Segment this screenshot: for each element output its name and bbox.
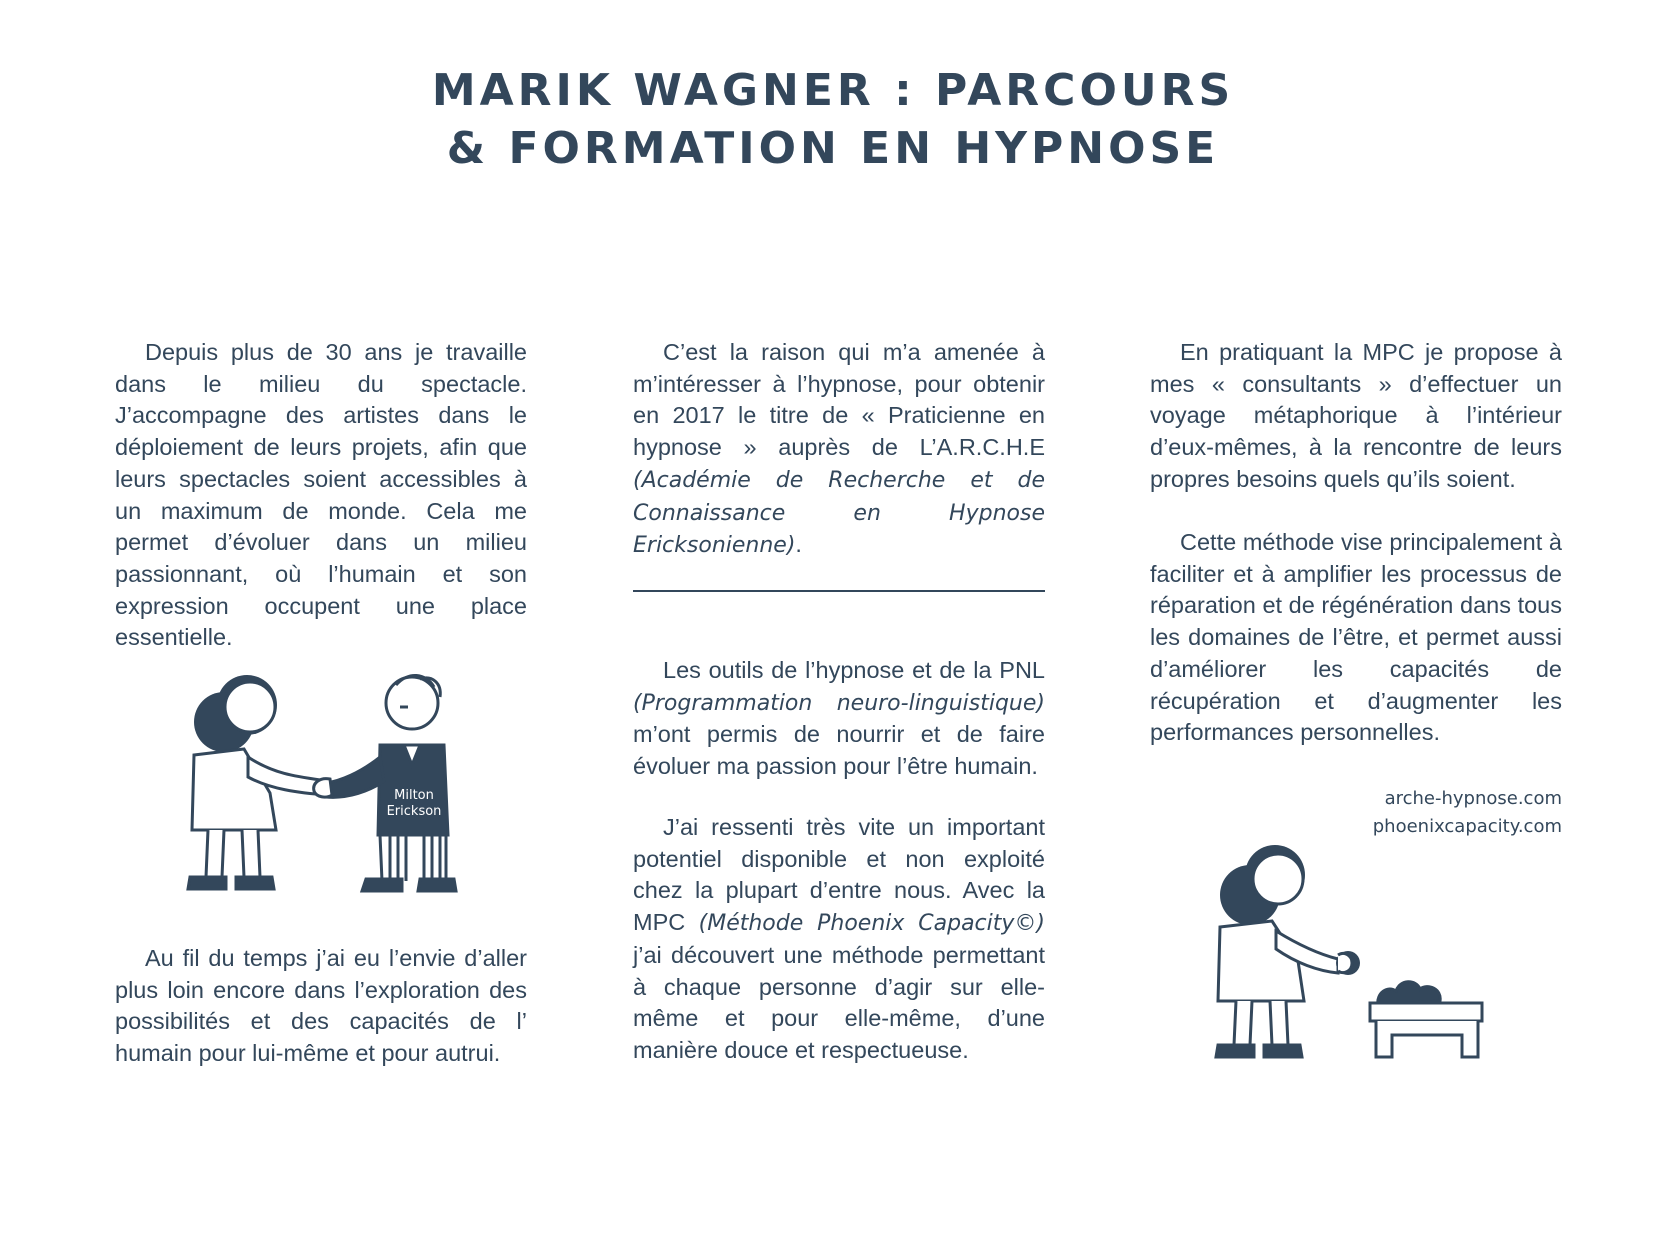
woman-figure [188,675,328,889]
col3-paragraph-1: En pratiquant la MPC je propose à mes « consultants » d’effectuer un voyage métaphorique à l’intérieur d’eux-mêmes, à la rencontre de leurs propres besoins quels qu’ils soient. [1150,339,1562,492]
divider-line [633,590,1045,592]
col2-paragraph-3 [633,812,1045,1067]
col2-p2-italic: (Programmation neuro-linguistique) [633,690,1045,716]
col3-paragraph-2: Cette méthode vise principalement à faciliter et à amplifier les processus de réparation et de régénération dans tous les domaines de l’être, et permet aussi d’améliorer les capacités de récupération et d’augmenter les performances personnelles. [1150,529,1562,746]
title-line-2: & FORMATION EN HYPNOSE [446,123,1220,174]
col2-p3-end: j’ai découvert une méthode permettant à chaque personne d’agir sur elle-même et pour elle-même, d’une manière douce et respectueuse. [633,941,1045,1063]
woman-with-basket-illustration [1210,835,1490,1060]
col1-paragraph-1: Depuis plus de 30 ans je travaille dans le milieu du spectacle. J’accompagne des artistes dans le déploiement de leurs projets, afin que leurs spectacles soient accessibles à un maximum de monde. Cela me permet d’évoluer dans un milieu passionnant, où l’humain et son expression occupent une place essentielle. [115,339,527,651]
col2-p1-end: . [795,531,802,558]
title-line-1: MARIK WAGNER : PARCOURS [431,65,1235,116]
man-figure [314,675,456,891]
link-phoenixcapacity[interactable]: phoenixcapacity.com [1372,816,1562,837]
col2-p3-italic: (Méthode Phoenix Capacity©) [698,911,1045,937]
page-title [0,62,1666,178]
col2-p1-text: C’est la raison qui m’a amenée à m’intéresser à l’hypnose, pour obtenir en 2017 le titre de « Praticienne en hypnose » auprès de L’A.R.C.H.E [633,339,1045,461]
handshake-illustration [180,665,480,895]
col1-paragraph-2: Au fil du temps j’ai eu l’envie d’aller plus loin encore dans l’exploration des possibilités et des capacités de l’ humain pour lui-même et pour autrui. [115,945,527,1067]
col2-p2-end: m’ont permis de nourrir et de faire évoluer ma passion pour l’être humain. [633,721,1045,780]
col2-paragraph-1 [633,337,1045,562]
col2-p1-italic: (Académie de Recherche et de Connaissance en Hypnose Ericksonienne) [633,467,1045,559]
links-block [1150,785,1562,841]
col2-paragraph-2 [633,655,1045,783]
link-arche-hypnose[interactable]: arche-hypnose.com [1384,788,1562,809]
col2-p3-text: J’ai ressenti très vite un important potentiel disponible et non exploité chez la plupart d’entre nous. Avec la MPC [633,814,1045,936]
jacket-label-1: Milton [394,788,434,803]
col2-p2-text: Les outils de l’hypnose et de la PNL [663,657,1045,683]
jacket-label-2: Erickson [386,804,442,819]
